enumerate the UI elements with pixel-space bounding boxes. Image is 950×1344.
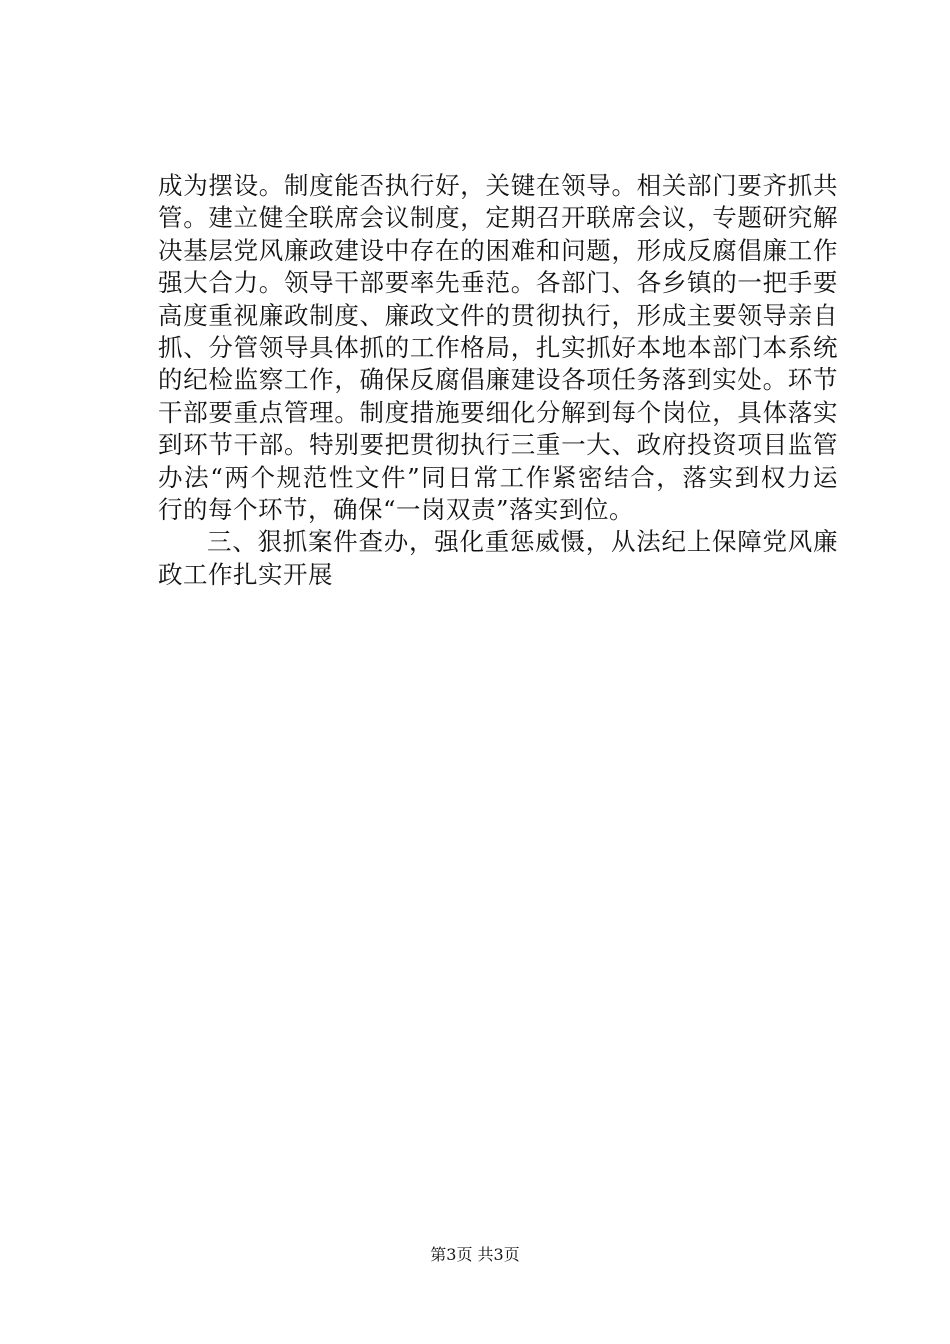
section-heading-line: 政工作扎实开展 — [158, 559, 333, 589]
text-line: 管。建立健全联席会议制度，定期召开联席会议，专题研究解 — [158, 203, 838, 233]
document-body — [158, 170, 838, 591]
text-line: 决基层党风廉政建设中存在的困难和问题，形成反腐倡廉工作 — [158, 235, 838, 265]
text-line: 行的每个环节，确保“一岗双责”落实到位。 — [158, 494, 635, 524]
text-line: 干部要重点管理。制度措施要细化分解到每个岗位，具体落实 — [158, 397, 838, 427]
text-line: 抓、分管领导具体抓的工作格局，扎实抓好本地本部门本系统 — [158, 332, 838, 362]
text-line: 到环节干部。特别要把贯彻执行三重一大、政府投资项目监管 — [158, 430, 838, 460]
text-line: 办法“两个规范性文件”同日常工作紧密结合，落实到权力运 — [158, 462, 838, 492]
section-heading-line: 三、狠抓案件查办，强化重惩威慑，从法纪上保障党风廉 — [207, 527, 838, 557]
text-line: 强大合力。领导干部要率先垂范。各部门、各乡镇的一把手要 — [158, 268, 838, 298]
paragraph-1 — [158, 170, 838, 526]
page-number-footer: 第3页 共3页 — [430, 1245, 520, 1264]
section-heading-paragraph — [158, 526, 838, 591]
text-line: 成为摆设。制度能否执行好，关键在领导。相关部门要齐抓共 — [158, 171, 838, 200]
text-line: 的纪检监察工作，确保反腐倡廉建设各项任务落到实处。环节 — [158, 365, 838, 395]
text-line: 高度重视廉政制度、廉政文件的贯彻执行，形成主要领导亲自 — [158, 300, 838, 330]
